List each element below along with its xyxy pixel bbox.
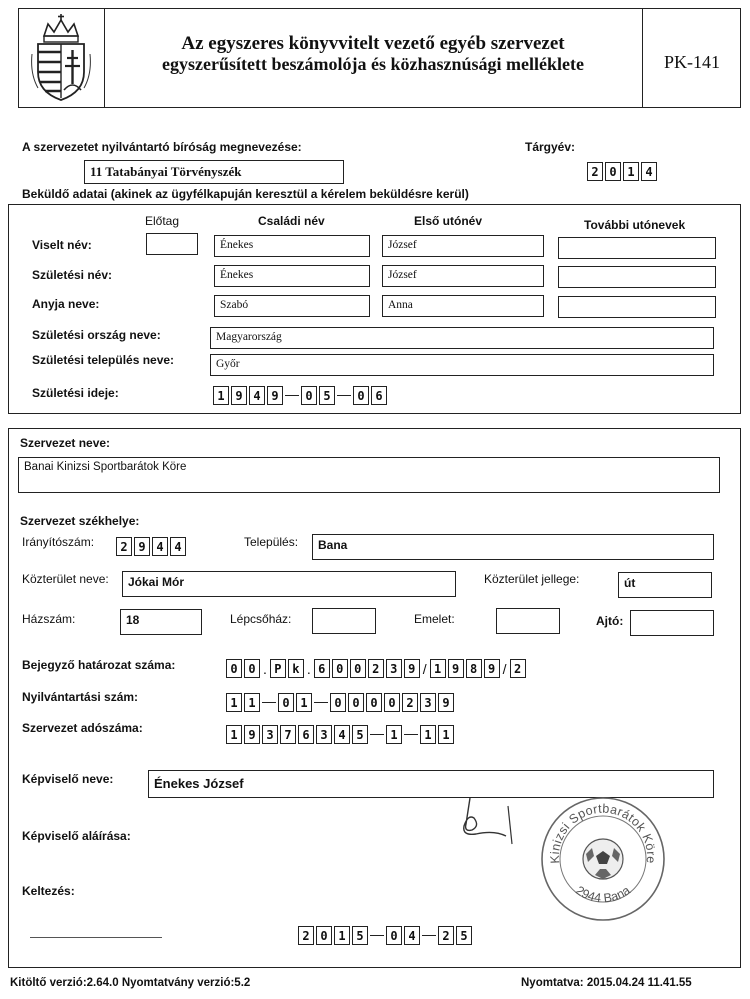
col-other-header: További utónevek [584, 218, 686, 232]
digit-cell[interactable]: 1 [430, 659, 446, 678]
digit-cell[interactable]: 5 [456, 926, 472, 945]
court-field[interactable]: 11 Tatabányai Törvényszék [84, 160, 344, 184]
row-anyja-label: Anyja neve: [32, 297, 100, 311]
dash-separator [262, 702, 276, 703]
dash-separator [370, 734, 384, 735]
house-label: Házszám: [22, 612, 76, 626]
registry-cells[interactable] [226, 693, 454, 712]
digit-cell[interactable]: 4 [641, 162, 657, 181]
col-first-header: Első utónév [414, 214, 483, 228]
digit-cell[interactable]: 1 [623, 162, 639, 181]
digit-cell[interactable]: 9 [134, 537, 150, 556]
house-field[interactable]: 18 [120, 609, 202, 635]
dot-separator: . [306, 660, 311, 677]
street-type-field[interactable]: út [618, 572, 712, 598]
organization-stamp [540, 796, 666, 922]
digit-cell[interactable]: 2 [116, 537, 132, 556]
signature-label: Képviselő aláírása: [22, 829, 131, 843]
reg-decision-label: Bejegyző határozat száma: [22, 658, 176, 672]
digit-cell[interactable]: 6 [298, 725, 314, 744]
rep-label: Képviselő neve: [22, 772, 114, 786]
slash-separator: / [502, 660, 507, 677]
digit-cell[interactable]: 1 [213, 386, 229, 405]
form-title-line1: Az egyszeres könyvvitelt vezető egyéb szervezet [181, 33, 565, 54]
reg-decision-cells[interactable] [226, 659, 526, 678]
digit-cell[interactable]: 4 [152, 537, 168, 556]
stair-field[interactable] [312, 608, 376, 634]
digit-cell[interactable]: 0 [316, 926, 332, 945]
digit-cell[interactable]: 2 [368, 659, 384, 678]
digit-cell[interactable]: 1 [420, 725, 436, 744]
footer-version: Kitöltő verzió:2.64.0 Nyomtatvány verzió:5.2 [10, 977, 251, 989]
digit-cell[interactable]: 2 [298, 926, 314, 945]
dash-separator [337, 395, 351, 396]
dash-separator [285, 395, 299, 396]
row-viselt-label: Viselt név: [32, 238, 92, 252]
stamp-text-bottom: 2944 Bana [573, 883, 633, 906]
anyja-family-field[interactable]: Szabó [214, 295, 370, 317]
szuletesi-other-field[interactable] [558, 266, 716, 288]
form-title-line2: egyszerűsített beszámolója és közhasznúsági melléklete [162, 54, 584, 74]
digit-cell[interactable]: 9 [448, 659, 464, 678]
digit-cell[interactable]: 0 [330, 693, 346, 712]
digit-cell[interactable]: 1 [244, 693, 260, 712]
digit-cell[interactable]: 0 [384, 693, 400, 712]
street-label: Közterület neve: [22, 572, 109, 586]
digit-cell[interactable]: 0 [350, 659, 366, 678]
dash-separator [404, 734, 418, 735]
zip-label: Irányítószám: [22, 535, 95, 549]
birth-country-field[interactable]: Magyarország [210, 327, 714, 349]
birth-date-cells[interactable] [213, 386, 387, 405]
digit-cell[interactable]: 3 [262, 725, 278, 744]
digit-cell[interactable]: 0 [348, 693, 364, 712]
signature-mark [450, 796, 530, 846]
street-field[interactable]: Jókai Mór [122, 571, 456, 597]
digit-cell[interactable]: 1 [438, 725, 454, 744]
digit-cell[interactable]: 9 [404, 659, 420, 678]
digit-cell[interactable]: 2 [510, 659, 526, 678]
place-underline [30, 937, 162, 938]
viselt-first-field[interactable]: József [382, 235, 544, 257]
dash-separator [422, 935, 436, 936]
floor-label: Emelet: [414, 612, 455, 626]
birth-city-field[interactable]: Győr [210, 354, 714, 376]
year-cells[interactable] [587, 162, 657, 181]
city-field[interactable]: Bana [312, 534, 714, 560]
org-name-label: Szervezet neve: [20, 436, 111, 450]
digit-cell[interactable]: 9 [231, 386, 247, 405]
door-field[interactable] [630, 610, 714, 636]
digit-cell[interactable]: 0 [301, 386, 317, 405]
birth-date-label: Születési ideje: [32, 386, 119, 400]
digit-cell[interactable]: 9 [484, 659, 500, 678]
digit-cell[interactable]: k [288, 659, 304, 678]
digit-cell[interactable]: 3 [420, 693, 436, 712]
digit-cell[interactable]: 5 [352, 926, 368, 945]
dash-separator [314, 702, 328, 703]
sender-title: Beküldő adatai (akinek az ügyfélkapuján keresztül a kérelem beküldésre kerül) [22, 187, 469, 201]
header-divider-right [642, 8, 643, 108]
digit-cell[interactable]: 5 [352, 725, 368, 744]
digit-cell[interactable]: 1 [334, 926, 350, 945]
digit-cell[interactable]: 1 [226, 725, 242, 744]
header-divider-left [104, 8, 105, 108]
row-szuletesi-label: Születési név: [32, 268, 113, 282]
digit-cell[interactable]: 0 [386, 926, 402, 945]
digit-cell[interactable]: 2 [402, 693, 418, 712]
door-label: Ajtó: [596, 614, 624, 628]
registry-label: Nyilvántartási szám: [22, 690, 139, 704]
digit-cell[interactable]: 1 [386, 725, 402, 744]
digit-cell[interactable]: 3 [316, 725, 332, 744]
stair-label: Lépcsőház: [230, 612, 292, 626]
digit-cell[interactable]: 1 [296, 693, 312, 712]
year-label: Tárgyév: [525, 140, 576, 154]
street-type-label: Közterület jellege: [484, 572, 580, 586]
digit-cell[interactable]: 6 [371, 386, 387, 405]
digit-cell[interactable]: 4 [404, 926, 420, 945]
digit-cell[interactable]: 5 [319, 386, 335, 405]
szuletesi-family-field[interactable]: Énekes [214, 265, 370, 287]
digit-cell[interactable]: 0 [353, 386, 369, 405]
digit-cell[interactable]: 2 [438, 926, 454, 945]
col-prefix-header: Előtag [145, 214, 180, 228]
org-name-field[interactable]: Banai Kinizsi Sportbarátok Köre [18, 457, 720, 493]
anyja-first-field[interactable]: Anna [382, 295, 544, 317]
date-label: Keltezés: [22, 884, 75, 898]
tax-label: Szervezet adószáma: [22, 721, 143, 735]
floor-field[interactable] [496, 608, 560, 634]
digit-cell[interactable]: 4 [249, 386, 265, 405]
hungarian-coat-of-arms-icon [30, 14, 92, 102]
digit-cell[interactable]: 6 [314, 659, 330, 678]
dash-separator [370, 935, 384, 936]
viselt-prefix-field[interactable] [146, 233, 198, 255]
birth-country-label: Születési ország neve: [32, 328, 161, 342]
date-cells[interactable] [298, 926, 472, 945]
col-family-header: Családi név [258, 214, 325, 228]
szuletesi-first-field[interactable]: József [382, 265, 544, 287]
digit-cell[interactable]: 0 [278, 693, 294, 712]
digit-cell[interactable]: 9 [438, 693, 454, 712]
digit-cell[interactable]: 2 [587, 162, 603, 181]
digit-cell[interactable]: 8 [466, 659, 482, 678]
digit-cell[interactable]: 9 [244, 725, 260, 744]
form-code: PK-141 [663, 52, 720, 72]
digit-cell[interactable]: 4 [170, 537, 186, 556]
city-label: Település: [244, 535, 299, 549]
digit-cell[interactable]: 7 [280, 725, 296, 744]
footer-printed: Nyomtatva: 2015.04.24 11.41.55 [521, 977, 692, 989]
digit-cell[interactable]: 0 [605, 162, 621, 181]
zip-cells[interactable] [116, 537, 186, 556]
digit-cell[interactable]: 1 [226, 693, 242, 712]
viselt-other-field[interactable] [558, 237, 716, 259]
stamp-text-top: Kinizsi Sportbarátok Köre [547, 801, 659, 865]
digit-cell[interactable]: 0 [244, 659, 260, 678]
digit-cell[interactable]: 0 [226, 659, 242, 678]
digit-cell[interactable]: 0 [332, 659, 348, 678]
slash-separator: / [422, 660, 427, 677]
dot-separator: . [263, 660, 267, 677]
digit-cell[interactable]: 0 [366, 693, 382, 712]
digit-cell[interactable]: 9 [267, 386, 283, 405]
digit-cell[interactable]: 3 [386, 659, 402, 678]
digit-cell[interactable]: 4 [334, 725, 350, 744]
court-label: A szervezetet nyilvántartó bíróság megnevezése: [22, 140, 302, 154]
anyja-other-field[interactable] [558, 296, 716, 318]
org-seat-label: Szervezet székhelye: [20, 514, 140, 528]
digit-cell[interactable]: P [270, 659, 286, 678]
tax-cells[interactable] [226, 725, 454, 744]
viselt-family-field[interactable]: Énekes [214, 235, 370, 257]
rep-field[interactable]: Énekes József [148, 770, 714, 798]
birth-city-label: Születési település neve: [32, 353, 175, 367]
svg-text:2944 Bana [573, 883, 633, 905]
